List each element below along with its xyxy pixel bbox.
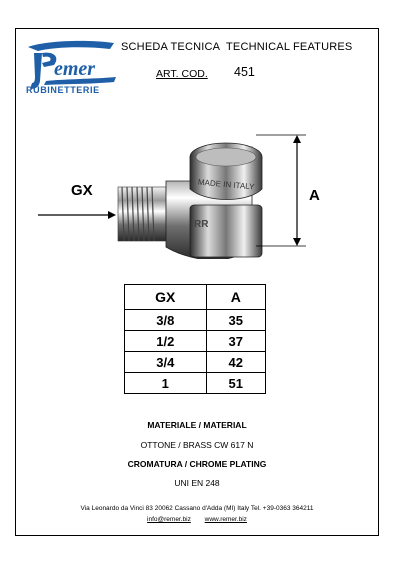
table-row [125, 331, 266, 352]
footer-contacts [16, 516, 378, 523]
cell-a: 37 [206, 331, 265, 352]
material-title: MATERIALE / MATERIAL [147, 420, 247, 430]
sheet-title-en: TECHNICAL FEATURES [226, 41, 353, 53]
label-a: A [309, 187, 320, 204]
cell-a: 35 [206, 310, 265, 331]
plating-value: UNI EN 248 [174, 478, 220, 488]
technical-sheet [15, 28, 379, 536]
cell-gx: 3/4 [125, 352, 207, 373]
article-code-value: 451 [234, 65, 255, 79]
table-row [125, 373, 266, 394]
cell-gx: 1/2 [125, 331, 207, 352]
table-row [125, 352, 266, 373]
website-link[interactable]: www.remer.biz [204, 516, 247, 523]
table-row [125, 310, 266, 331]
dimensions-table [124, 284, 266, 394]
body-marking: MADE IN ITALY [197, 177, 255, 192]
email-link[interactable]: info@remer.biz [147, 516, 191, 523]
article-code-label: ART. COD. [156, 68, 208, 80]
cell-a: 42 [206, 352, 265, 373]
male-thread-icon [118, 187, 166, 241]
cell-gx: 3/8 [125, 310, 207, 331]
label-gx: GX [71, 182, 93, 199]
svg-text:emer: emer [54, 58, 96, 80]
plating-title: CROMATURA / CHROME PLATING [127, 459, 267, 469]
footer-address: Via Leonardo da Vinci 83 20062 Cassano d'Adda (MI) Italy Tel. +39-0363 364211 [80, 505, 314, 512]
cell-gx: 1 [125, 373, 207, 394]
header-a: A [206, 285, 265, 310]
svg-text:RR: RR [194, 219, 209, 230]
header-gx: GX [125, 285, 207, 310]
table-header-row [125, 285, 266, 310]
sheet-title-it: SCHEDA TECNICA [121, 41, 221, 53]
brand-subtitle: RUBINETTERIE [26, 85, 100, 95]
material-value: OTTONE / BRASS CW 617 N [140, 440, 254, 450]
cell-a: 51 [206, 373, 265, 394]
